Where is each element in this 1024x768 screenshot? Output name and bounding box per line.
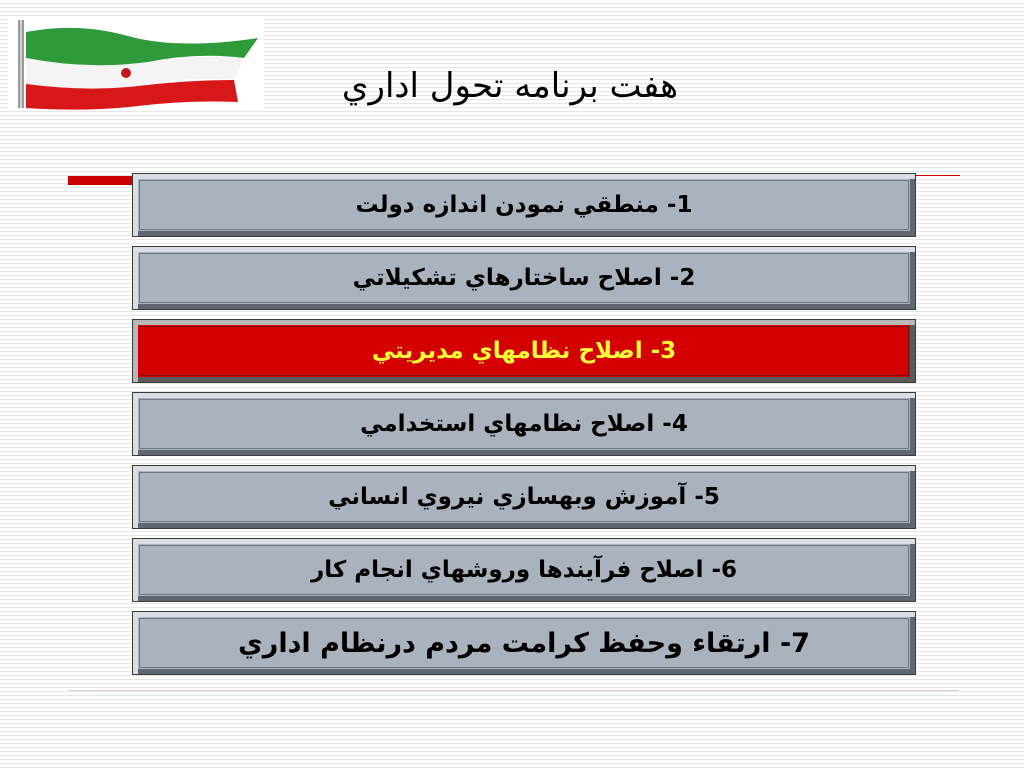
red-divider-line [912, 175, 960, 176]
program-item-label: 4- اصلاح نظامهاي استخدامي [360, 411, 688, 437]
program-item-label: 6- اصلاح فرآيندها وروشهاي انجام کار [310, 557, 738, 583]
program-item-6[interactable] [132, 538, 916, 602]
program-item-label: 2- اصلاح ساختارهاي تشکيلاتي [352, 265, 696, 291]
bottom-divider-line [68, 690, 958, 691]
slide-title: هفت برنامه تحول اداري [341, 66, 679, 106]
program-item-2[interactable] [132, 246, 916, 310]
red-accent-bar [68, 176, 138, 185]
iran-flag-icon [8, 18, 264, 110]
program-list [132, 173, 916, 684]
program-item-1[interactable] [132, 173, 916, 237]
program-item-3-active[interactable] [132, 319, 916, 383]
program-item-4[interactable] [132, 392, 916, 456]
program-item-label: 7- ارتقاء وحفظ کرامت مردم درنظام اداري [238, 627, 810, 659]
program-item-7[interactable] [132, 611, 916, 675]
program-item-label: 3- اصلاح نظامهاي مديريتي [371, 338, 677, 364]
program-item-5[interactable] [132, 465, 916, 529]
program-item-label: 5- آموزش وبهسازي نيروي انساني [328, 484, 720, 510]
program-item-label: 1- منطقي نمودن اندازه دولت [355, 192, 693, 218]
